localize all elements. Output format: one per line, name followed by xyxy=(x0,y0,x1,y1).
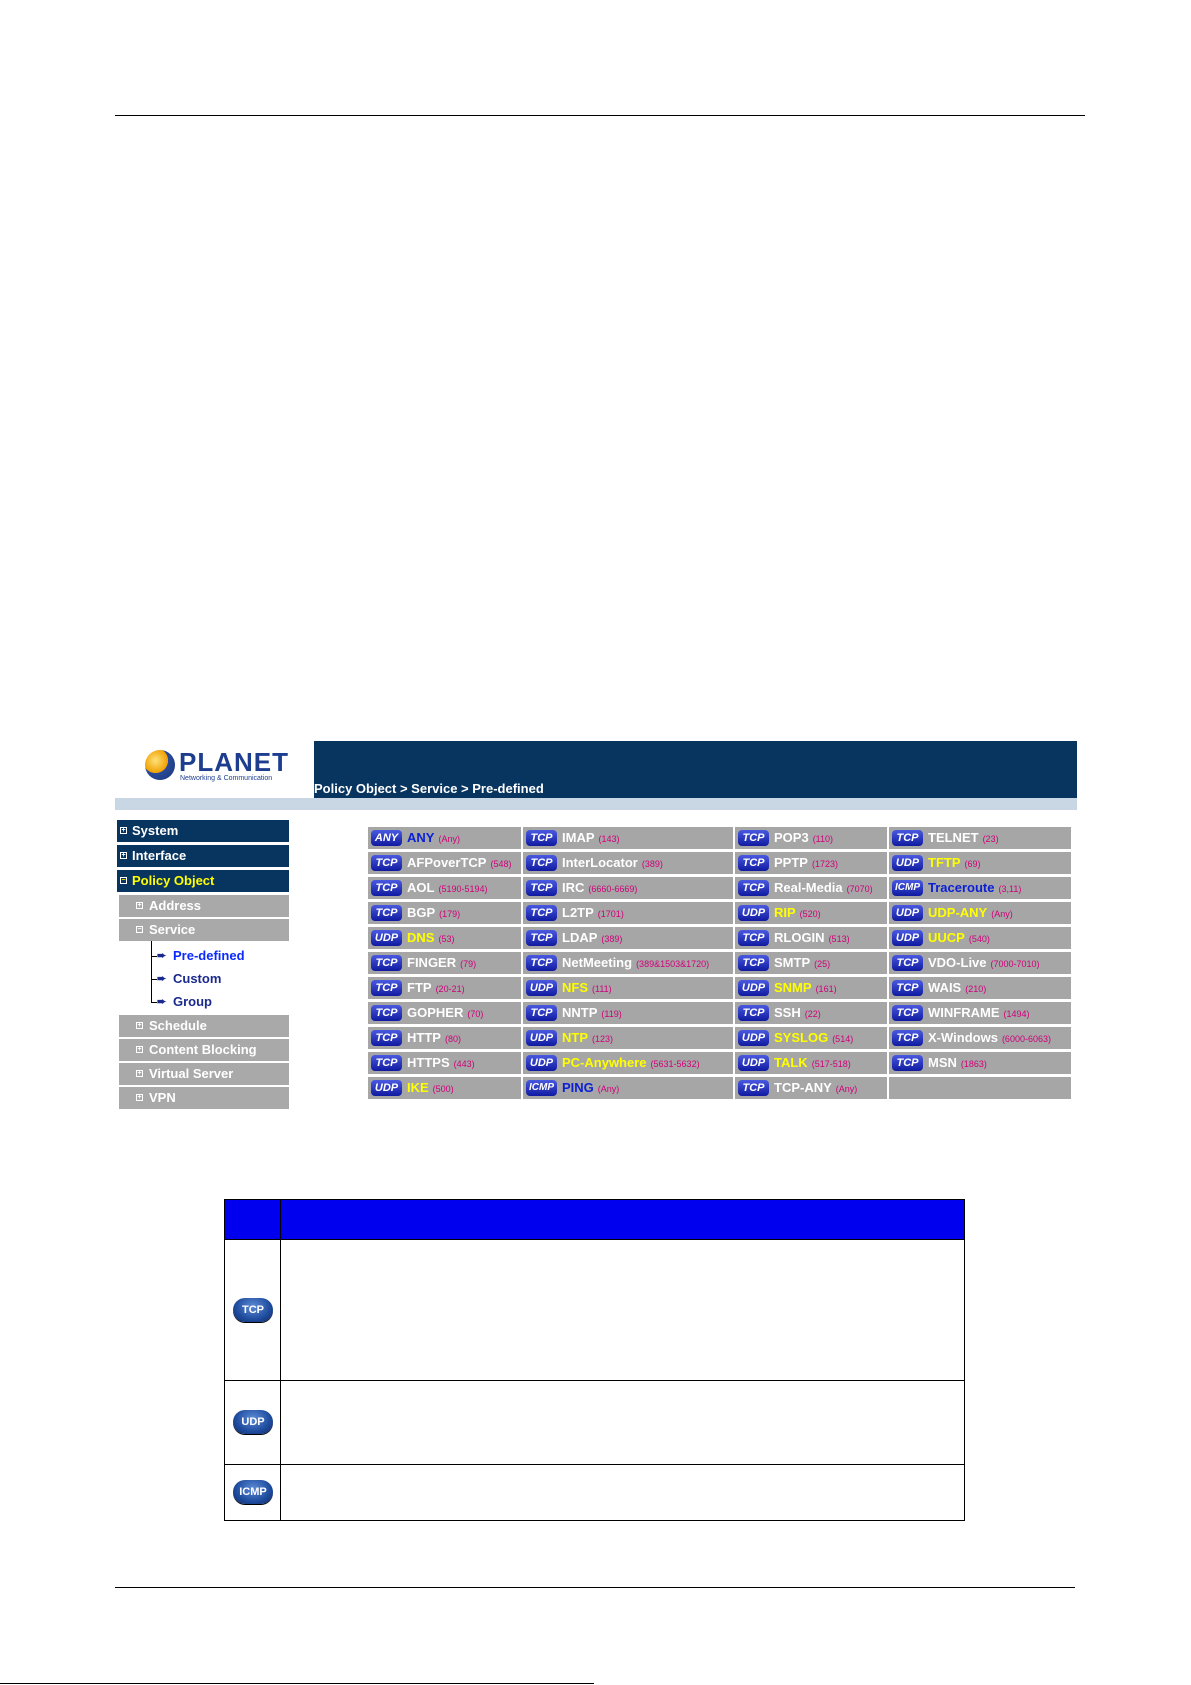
service-port: (25) xyxy=(814,959,831,969)
tcp-protocol-icon: TCP xyxy=(892,1030,923,1046)
tcp-protocol-icon: TCP xyxy=(738,1080,769,1096)
service-cell[interactable] xyxy=(523,1077,733,1099)
udp-protocol-icon: UDP xyxy=(371,930,402,946)
legend-row-divider xyxy=(225,1464,964,1465)
service-name xyxy=(407,980,465,995)
legend-row-divider xyxy=(225,1239,964,1240)
service-port: (6660-6669) xyxy=(588,884,638,894)
service-port: (79) xyxy=(460,959,477,969)
expand-icon: + xyxy=(121,827,126,834)
service-cell[interactable] xyxy=(889,852,1071,874)
udp-protocol-icon: UDP xyxy=(892,930,923,946)
tcp-protocol-icon: TCP xyxy=(371,955,402,971)
tcp-protocol-icon: TCP xyxy=(371,1005,402,1021)
service-name xyxy=(562,1080,619,1095)
service-port: (1863) xyxy=(960,1059,987,1069)
service-name xyxy=(407,955,476,970)
service-name-text: L2TP xyxy=(562,905,594,920)
service-port: (1494) xyxy=(1003,1009,1030,1019)
udp-protocol-icon: UDP xyxy=(526,1030,557,1046)
service-name-text: Real-Media xyxy=(774,880,843,895)
header-subbar xyxy=(115,798,1077,810)
nav-label: Group xyxy=(173,994,212,1009)
service-cell[interactable] xyxy=(735,1077,887,1099)
nav-address[interactable] xyxy=(119,895,289,917)
service-name xyxy=(562,855,663,870)
footer-rule xyxy=(0,1683,594,1684)
service-name-text: ANY xyxy=(407,830,435,845)
nav-service[interactable] xyxy=(119,919,289,941)
tcp-icon: TCP xyxy=(233,1298,273,1322)
service-cell[interactable] xyxy=(735,852,887,874)
service-cell[interactable] xyxy=(735,927,887,949)
service-port: (119) xyxy=(601,1009,622,1019)
service-name-text: MSN xyxy=(928,1055,957,1070)
tcp-protocol-icon: TCP xyxy=(526,855,557,871)
service-cell xyxy=(889,1077,1071,1099)
service-cell[interactable] xyxy=(889,877,1071,899)
service-name xyxy=(774,1055,851,1070)
service-name xyxy=(774,1030,853,1045)
service-port: (Any) xyxy=(991,909,1013,919)
tcp-protocol-icon: TCP xyxy=(892,830,923,846)
service-port: (70) xyxy=(467,1009,484,1019)
service-name xyxy=(928,1055,987,1070)
service-port: (123) xyxy=(592,1034,614,1044)
service-port: (3,11) xyxy=(998,884,1022,894)
udp-protocol-icon: UDP xyxy=(738,905,769,921)
expand-icon: + xyxy=(137,1022,142,1029)
service-name xyxy=(407,1080,454,1095)
service-name xyxy=(928,1030,1051,1045)
service-port: (443) xyxy=(453,1059,475,1069)
service-cell[interactable] xyxy=(368,852,521,874)
service-cell[interactable] xyxy=(368,977,521,999)
service-name xyxy=(562,830,620,845)
arrow-right-icon: ➨ xyxy=(157,996,167,1008)
service-name-text: FINGER xyxy=(407,955,457,970)
service-cell[interactable] xyxy=(368,927,521,949)
service-port: (389) xyxy=(641,859,663,869)
service-name-text: NetMeeting xyxy=(562,955,633,970)
service-cell[interactable] xyxy=(368,952,521,974)
router-ui-screenshot xyxy=(115,741,1077,1118)
nav-label: Content Blocking xyxy=(149,1042,257,1057)
service-name xyxy=(562,880,637,895)
service-name xyxy=(562,1030,613,1045)
service-name xyxy=(774,830,833,845)
tcp-protocol-icon: TCP xyxy=(738,955,769,971)
service-cell[interactable] xyxy=(889,952,1071,974)
service-name xyxy=(928,980,986,995)
service-cell[interactable] xyxy=(523,902,733,924)
service-port: (Any) xyxy=(835,1084,858,1094)
tcp-protocol-icon: TCP xyxy=(526,1005,557,1021)
service-port: (110) xyxy=(812,834,834,844)
tcp-protocol-icon: TCP xyxy=(371,980,402,996)
service-name xyxy=(562,1055,700,1070)
tcp-protocol-icon: TCP xyxy=(371,855,402,871)
service-name-text: Traceroute xyxy=(928,880,995,895)
service-name-text: RLOGIN xyxy=(774,930,825,945)
nav-label: Service xyxy=(149,922,196,937)
service-name xyxy=(562,930,622,945)
service-cell[interactable] xyxy=(735,1027,887,1049)
service-name-text: GOPHER xyxy=(407,1005,464,1020)
nav-label: Address xyxy=(149,898,202,913)
udp-protocol-icon: UDP xyxy=(738,980,769,996)
service-cell[interactable] xyxy=(735,902,887,924)
service-port: (69) xyxy=(964,859,981,869)
bottom-rule xyxy=(115,1587,1075,1588)
nav-policy-object[interactable] xyxy=(117,870,289,892)
service-port: (514) xyxy=(832,1034,854,1044)
nav-virtual-server[interactable] xyxy=(119,1063,289,1085)
service-name-text: FTP xyxy=(407,980,432,995)
service-name-text: NFS xyxy=(562,980,588,995)
service-port: (5190-5194) xyxy=(438,884,488,894)
breadcrumb: Policy Object > Service > Pre-defined xyxy=(314,781,544,796)
service-name xyxy=(774,930,850,945)
udp-protocol-icon: UDP xyxy=(892,905,923,921)
top-rule xyxy=(115,115,1085,116)
service-name xyxy=(774,855,838,870)
service-name-text: NTP xyxy=(562,1030,588,1045)
service-port: (389) xyxy=(601,934,623,944)
tcp-protocol-icon: TCP xyxy=(371,880,402,896)
nav-schedule[interactable] xyxy=(119,1015,289,1037)
tcp-protocol-icon: TCP xyxy=(738,855,769,871)
tcp-protocol-icon: TCP xyxy=(371,905,402,921)
service-cell[interactable] xyxy=(368,1027,521,1049)
nav-vpn[interactable] xyxy=(119,1087,289,1109)
expand-icon: + xyxy=(137,902,142,909)
legend-header xyxy=(225,1200,964,1239)
service-cell[interactable] xyxy=(889,1027,1071,1049)
service-port: (513) xyxy=(828,934,850,944)
service-cell[interactable] xyxy=(523,1052,733,1074)
service-name-text: PING xyxy=(562,1080,594,1095)
service-name-text: WAIS xyxy=(928,980,962,995)
service-name xyxy=(562,1005,622,1020)
nav-label: Pre-defined xyxy=(173,948,245,963)
tree-line xyxy=(151,941,152,1003)
service-name-text: HTTP xyxy=(407,1030,441,1045)
collapse-icon: − xyxy=(137,926,142,933)
service-name xyxy=(407,880,488,895)
service-name-text: TALK xyxy=(774,1055,808,1070)
service-name xyxy=(562,905,624,920)
udp-protocol-icon: UDP xyxy=(738,1030,769,1046)
service-name-text: PPTP xyxy=(774,855,808,870)
service-name xyxy=(562,980,612,995)
service-name xyxy=(407,830,460,845)
service-name xyxy=(928,955,1040,970)
service-name xyxy=(774,1005,821,1020)
service-name xyxy=(928,830,999,845)
service-cell[interactable] xyxy=(523,877,733,899)
service-cell[interactable] xyxy=(735,1002,887,1024)
logo-subtitle: Networking & Communication xyxy=(180,775,273,782)
service-name-text: NNTP xyxy=(562,1005,598,1020)
service-port: (517-518) xyxy=(811,1059,851,1069)
service-port: (389&1503&1720) xyxy=(636,959,710,969)
service-name-text: UUCP xyxy=(928,930,965,945)
service-name-text: SSH xyxy=(774,1005,801,1020)
tcp-protocol-icon: TCP xyxy=(526,905,557,921)
service-port: (210) xyxy=(965,984,987,994)
tcp-protocol-icon: TCP xyxy=(892,1055,923,1071)
service-cell[interactable] xyxy=(889,977,1071,999)
tcp-protocol-icon: TCP xyxy=(892,1005,923,1021)
nav-content-blocking[interactable] xyxy=(119,1039,289,1061)
service-port: (22) xyxy=(804,1009,821,1019)
service-name xyxy=(407,1055,475,1070)
arrow-right-icon: ➨ xyxy=(157,950,167,962)
service-name xyxy=(928,930,990,945)
service-cell[interactable] xyxy=(889,927,1071,949)
service-port: (53) xyxy=(438,934,455,944)
service-port: (1723) xyxy=(811,859,838,869)
service-name xyxy=(407,905,460,920)
icmp-protocol-icon: ICMP xyxy=(892,880,923,896)
logo-text: PLANET xyxy=(179,747,289,777)
nav-label: Policy Object xyxy=(132,873,215,888)
service-name-text: TELNET xyxy=(928,830,979,845)
service-cell[interactable] xyxy=(368,877,521,899)
service-cell[interactable] xyxy=(889,1002,1071,1024)
service-name-text: BGP xyxy=(407,905,436,920)
service-name-text: RIP xyxy=(774,905,796,920)
service-cell[interactable] xyxy=(523,977,733,999)
service-name-text: HTTPS xyxy=(407,1055,450,1070)
udp-protocol-icon: UDP xyxy=(892,855,923,871)
service-name-text: PC-Anywhere xyxy=(562,1055,647,1070)
service-name xyxy=(562,955,709,970)
service-cell[interactable] xyxy=(735,1052,887,1074)
nav-interface[interactable] xyxy=(117,845,289,867)
tcp-protocol-icon: TCP xyxy=(526,880,557,896)
service-name-text: IRC xyxy=(562,880,585,895)
service-name-text: LDAP xyxy=(562,930,598,945)
expand-icon: + xyxy=(121,852,126,859)
service-port: (500) xyxy=(432,1084,454,1094)
service-port: (7070) xyxy=(846,884,873,894)
tcp-protocol-icon: TCP xyxy=(892,980,923,996)
service-name xyxy=(407,930,454,945)
service-port: (6000-6063) xyxy=(1001,1034,1051,1044)
udp-icon: UDP xyxy=(233,1410,273,1434)
expand-icon: + xyxy=(137,1046,142,1053)
service-cell[interactable] xyxy=(889,827,1071,849)
expand-icon: + xyxy=(137,1094,142,1101)
nav-pre-defined[interactable] xyxy=(153,945,245,967)
any-protocol-icon: ANY xyxy=(371,830,402,846)
service-name-text: AOL xyxy=(407,880,435,895)
service-cell[interactable] xyxy=(735,877,887,899)
service-cell[interactable] xyxy=(368,1077,521,1099)
legend-column-divider xyxy=(280,1200,281,1520)
service-port: (80) xyxy=(444,1034,461,1044)
service-port: (5631-5632) xyxy=(650,1059,700,1069)
service-name-text: InterLocator xyxy=(562,855,638,870)
tcp-protocol-icon: TCP xyxy=(738,1005,769,1021)
nav-label: VPN xyxy=(149,1090,176,1105)
service-name xyxy=(774,880,873,895)
service-cell[interactable] xyxy=(368,902,521,924)
nav-label: System xyxy=(132,823,179,838)
service-port: (Any) xyxy=(597,1084,620,1094)
service-name-text: TFTP xyxy=(928,855,961,870)
service-cell[interactable] xyxy=(368,1002,521,1024)
protocol-legend-table xyxy=(224,1199,965,1521)
service-port: (143) xyxy=(598,834,620,844)
service-name-text: TCP-ANY xyxy=(774,1080,832,1095)
udp-protocol-icon: UDP xyxy=(371,1080,402,1096)
service-name xyxy=(407,1005,483,1020)
service-cell[interactable] xyxy=(735,977,887,999)
tcp-protocol-icon: TCP xyxy=(738,930,769,946)
planet-globe-icon xyxy=(145,750,175,780)
expand-icon: + xyxy=(137,1070,142,1077)
service-cell[interactable] xyxy=(735,827,887,849)
tcp-protocol-icon: TCP xyxy=(738,880,769,896)
service-name-text: POP3 xyxy=(774,830,809,845)
service-port: (Any) xyxy=(438,834,460,844)
service-cell[interactable] xyxy=(889,1052,1071,1074)
service-name xyxy=(774,1080,857,1095)
service-port: (111) xyxy=(592,984,612,994)
service-name-text: X-Windows xyxy=(928,1030,998,1045)
service-name-text: SNMP xyxy=(774,980,812,995)
service-name xyxy=(928,1005,1030,1020)
nav-label: Schedule xyxy=(149,1018,207,1033)
service-cell[interactable] xyxy=(889,902,1071,924)
service-cell[interactable] xyxy=(523,852,733,874)
legend-row-divider xyxy=(225,1380,964,1381)
service-port: (7000-7010) xyxy=(990,959,1040,969)
tcp-protocol-icon: TCP xyxy=(526,955,557,971)
service-name xyxy=(774,905,821,920)
tcp-protocol-icon: TCP xyxy=(892,955,923,971)
service-name-text: IKE xyxy=(407,1080,429,1095)
service-name xyxy=(928,880,1021,895)
icmp-icon: ICMP xyxy=(233,1480,273,1504)
service-name-text: WINFRAME xyxy=(928,1005,1000,1020)
service-name xyxy=(774,980,837,995)
service-cell[interactable] xyxy=(523,1002,733,1024)
service-port: (520) xyxy=(799,909,821,919)
nav-label: Interface xyxy=(132,848,187,863)
service-port: (20-21) xyxy=(435,984,465,994)
service-name xyxy=(407,855,511,870)
logo[interactable] xyxy=(115,741,313,798)
service-port: (179) xyxy=(439,909,461,919)
service-name-text: VDO-Live xyxy=(928,955,987,970)
service-name-text: SMTP xyxy=(774,955,811,970)
icmp-protocol-icon: ICMP xyxy=(526,1080,557,1096)
service-name-text: IMAP xyxy=(562,830,595,845)
service-name-text: AFPoverTCP xyxy=(407,855,487,870)
service-cell[interactable] xyxy=(735,952,887,974)
service-cell[interactable] xyxy=(368,827,521,849)
service-cell[interactable] xyxy=(523,927,733,949)
tcp-protocol-icon: TCP xyxy=(371,1055,402,1071)
udp-protocol-icon: UDP xyxy=(526,980,557,996)
arrow-right-icon: ➨ xyxy=(157,973,167,985)
service-cell[interactable] xyxy=(523,1027,733,1049)
service-cell[interactable] xyxy=(523,952,733,974)
service-name-text: DNS xyxy=(407,930,435,945)
tcp-protocol-icon: TCP xyxy=(526,930,557,946)
service-cell[interactable] xyxy=(523,827,733,849)
service-port: (548) xyxy=(490,859,512,869)
service-cell[interactable] xyxy=(368,1052,521,1074)
service-name-text: SYSLOG xyxy=(774,1030,829,1045)
service-port: (540) xyxy=(968,934,990,944)
service-port: (23) xyxy=(982,834,999,844)
service-name xyxy=(774,955,830,970)
collapse-icon: − xyxy=(121,877,126,884)
tcp-protocol-icon: TCP xyxy=(738,830,769,846)
service-name xyxy=(407,1030,461,1045)
udp-protocol-icon: UDP xyxy=(738,1055,769,1071)
service-name xyxy=(928,905,1013,920)
nav-label: Custom xyxy=(173,971,222,986)
nav-custom[interactable] xyxy=(153,968,221,990)
nav-label: Virtual Server xyxy=(149,1066,234,1081)
tcp-protocol-icon: TCP xyxy=(526,830,557,846)
tcp-protocol-icon: TCP xyxy=(371,1030,402,1046)
service-name xyxy=(928,855,981,870)
udp-protocol-icon: UDP xyxy=(526,1055,557,1071)
service-port: (1701) xyxy=(597,909,624,919)
nav-group[interactable] xyxy=(153,991,212,1013)
service-name-text: UDP-ANY xyxy=(928,905,988,920)
nav-system[interactable] xyxy=(117,820,289,842)
service-port: (161) xyxy=(815,984,837,994)
